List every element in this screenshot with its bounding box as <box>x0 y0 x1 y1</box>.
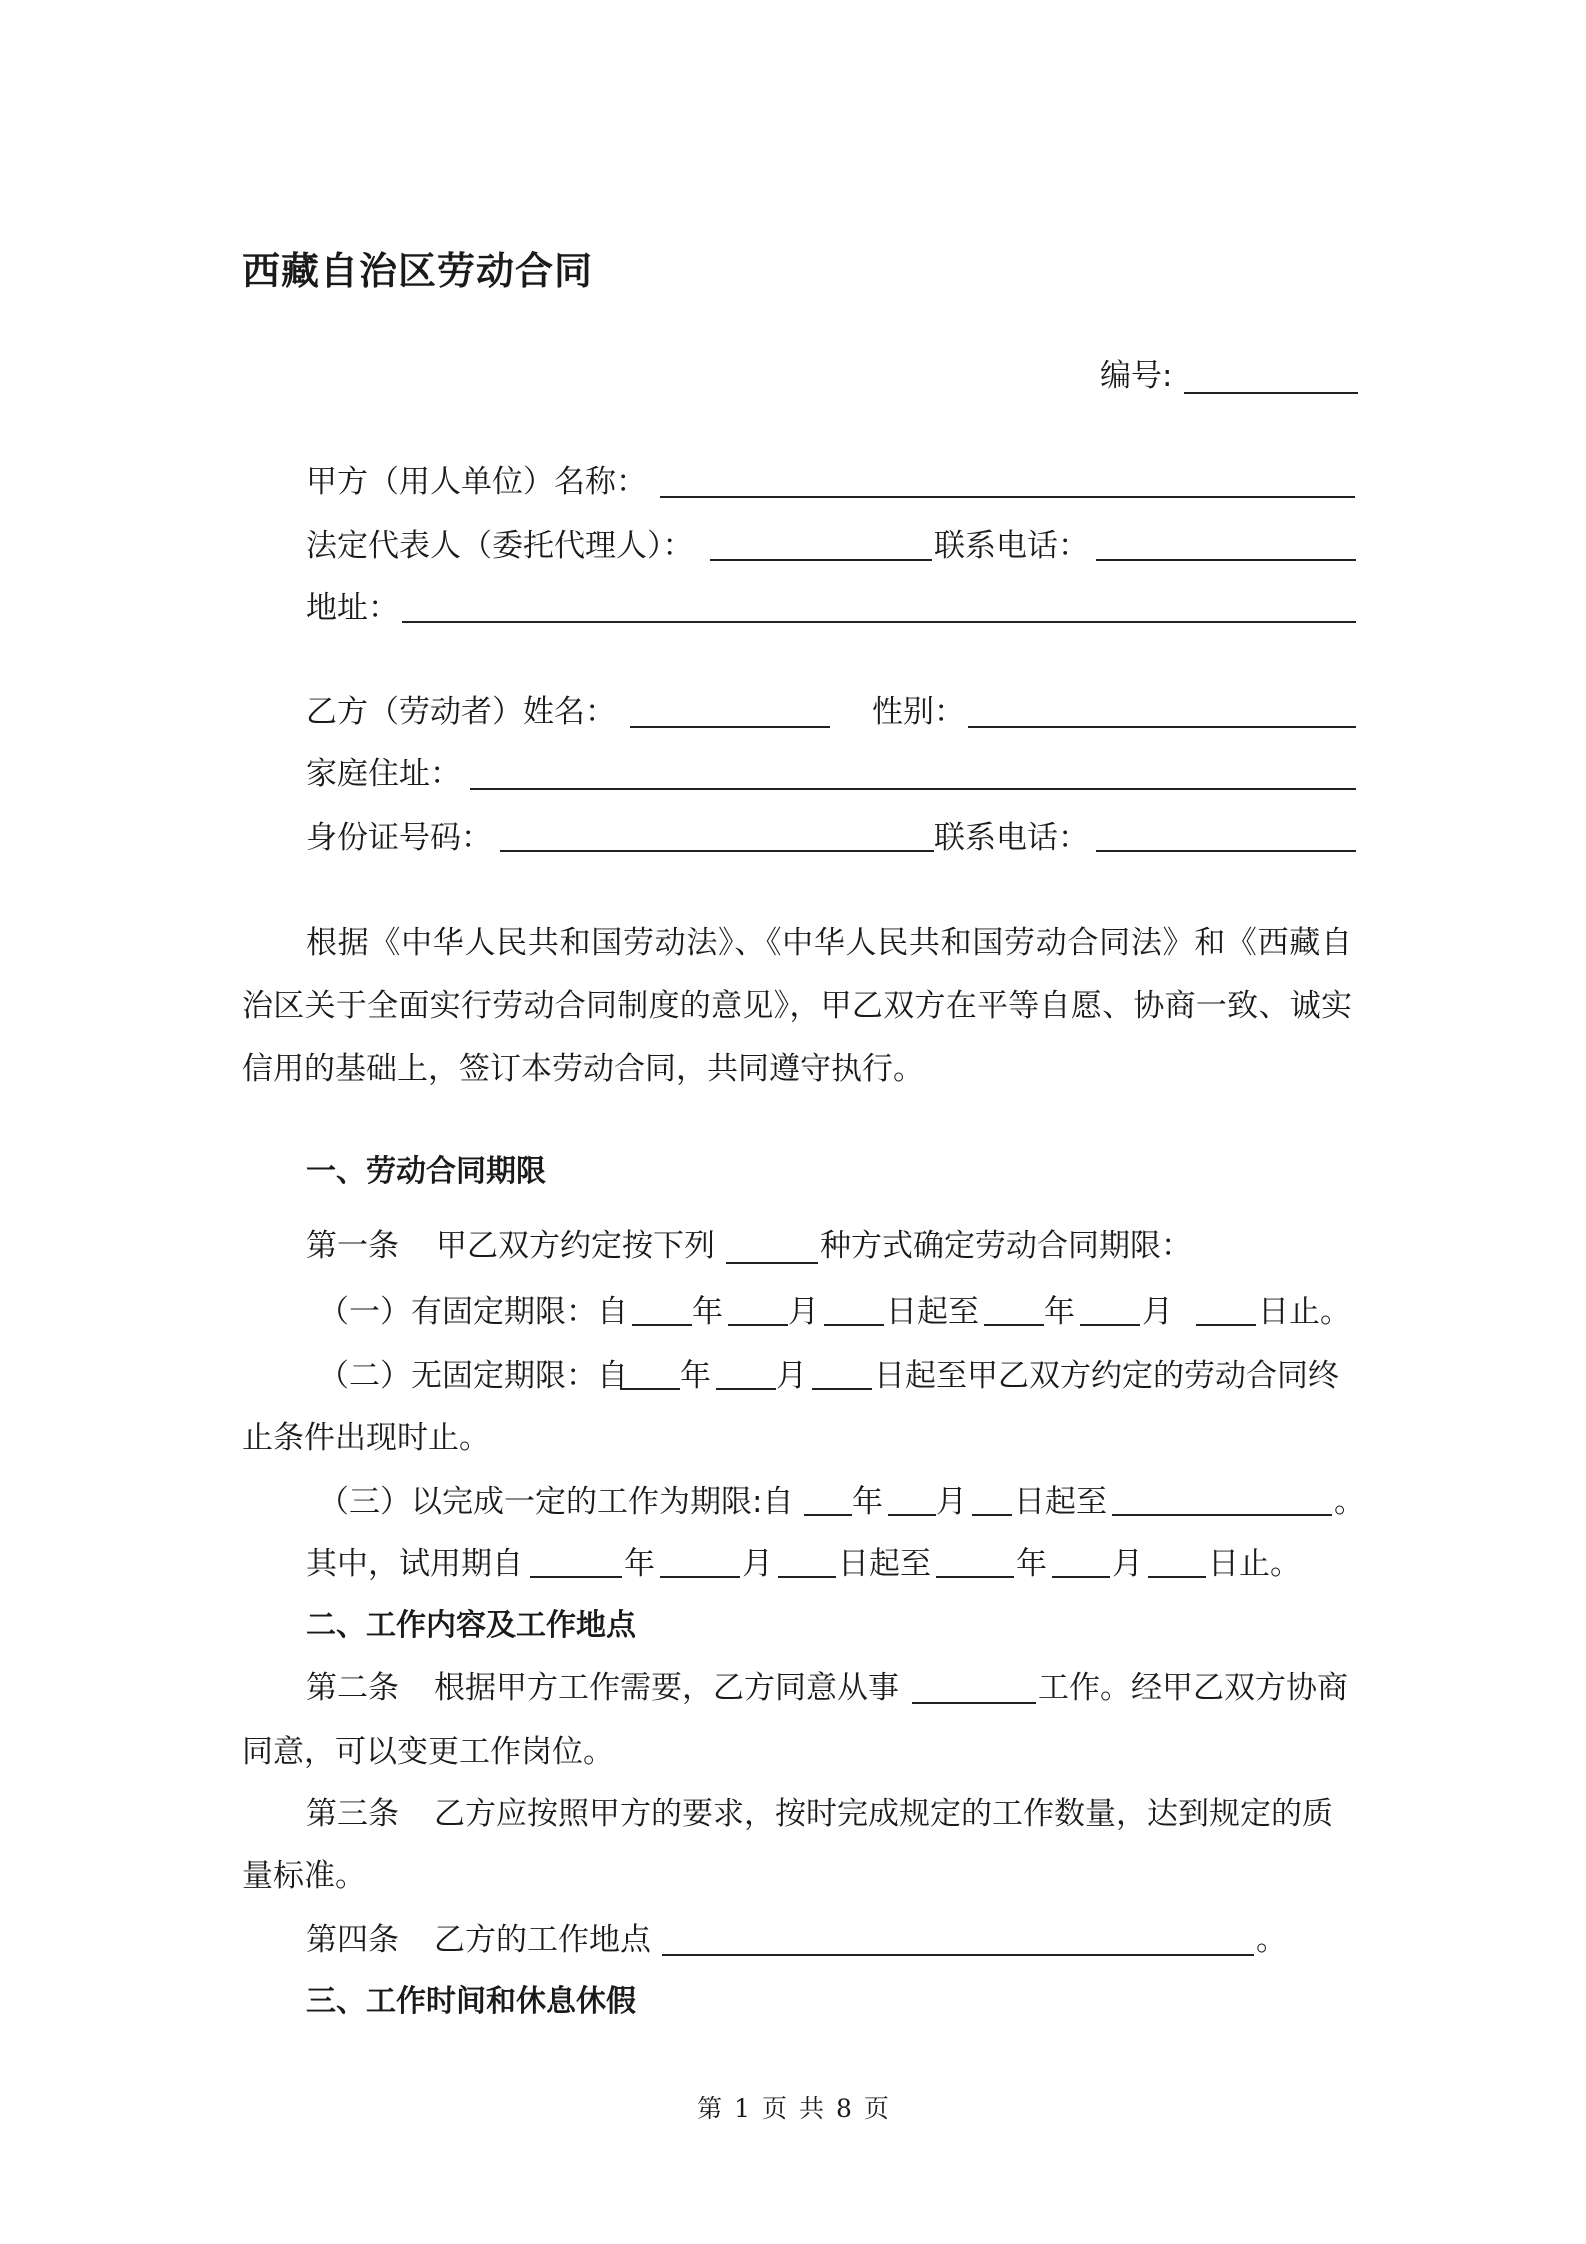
probation-month: 月 <box>742 1546 773 1582</box>
party-b-gender-blank[interactable] <box>968 726 1356 728</box>
section-3-heading: 三、工作时间和休息休假 <box>306 1984 636 2019</box>
probation-end-year-blank[interactable] <box>936 1576 1014 1578</box>
number-blank[interactable] <box>1184 392 1358 394</box>
article-4-period: 。 <box>1256 1922 1287 1958</box>
number-label: 编号: <box>1100 358 1173 394</box>
option-3-month-blank[interactable] <box>888 1514 936 1516</box>
section-1-heading: 一、劳动合同期限 <box>306 1154 546 1189</box>
party-b-name-label: 乙方（劳动者）姓名： <box>306 694 616 730</box>
article-3-number: 第三条 <box>306 1796 399 1832</box>
option-2-tail: 日起至甲乙双方约定的劳动合同终 <box>874 1358 1339 1394</box>
article-3-text: 乙方应按照甲方的要求，按时完成规定的工作数量，达到规定的质 <box>434 1796 1333 1832</box>
option-1-end-day-blank[interactable] <box>1196 1324 1256 1326</box>
party-b-home-blank[interactable] <box>470 788 1356 790</box>
option-1-end-month-blank[interactable] <box>1080 1324 1140 1326</box>
article-3-continuation: 量标准。 <box>242 1858 366 1894</box>
option-1-end-year-blank[interactable] <box>984 1324 1044 1326</box>
option-3-year-blank[interactable] <box>804 1514 852 1516</box>
option-1-label: （一）有固定期限：自 <box>318 1294 628 1330</box>
article-2-blank[interactable] <box>912 1702 1036 1704</box>
party-a-name-blank[interactable] <box>660 496 1355 498</box>
party-a-phone-blank[interactable] <box>1096 559 1356 561</box>
article-2-continuation: 同意，可以变更工作岗位。 <box>242 1734 614 1770</box>
footer-page-number: 1 <box>734 2094 750 2123</box>
party-a-address-blank[interactable] <box>402 621 1356 623</box>
option-1-end-year: 年 <box>1044 1294 1075 1330</box>
article-4-text: 乙方的工作地点 <box>434 1922 651 1958</box>
option-1-end: 日止。 <box>1258 1294 1351 1330</box>
option-1-end-month: 月 <box>1142 1294 1173 1330</box>
article-2-number: 第二条 <box>306 1670 399 1706</box>
probation-from: 日起至 <box>838 1546 931 1582</box>
article-1-text-end: 种方式确定劳动合同期限： <box>820 1228 1192 1264</box>
party-b-phone-label: 联系电话： <box>934 820 1089 856</box>
option-3-label: （三）以完成一定的工作为期限:自 <box>318 1484 794 1520</box>
footer-page-word: 页 <box>761 2094 787 2123</box>
probation-label: 其中，试用期自 <box>306 1546 523 1582</box>
probation-day-blank[interactable] <box>778 1576 836 1578</box>
party-a-rep-label: 法定代表人（委托代理人）： <box>306 528 694 564</box>
probation-end-year: 年 <box>1016 1546 1047 1582</box>
option-3-end-blank[interactable] <box>1112 1514 1332 1516</box>
footer-prefix: 第 <box>697 2094 723 2123</box>
option-2-month: 月 <box>776 1358 807 1394</box>
party-b-name-blank[interactable] <box>630 726 830 728</box>
page-footer <box>0 2091 1586 2127</box>
option-3-month: 月 <box>936 1484 967 1520</box>
probation-year: 年 <box>624 1546 655 1582</box>
option-2-label: （二）无固定期限：自 <box>318 1358 628 1394</box>
option-3-day-blank[interactable] <box>972 1514 1012 1516</box>
article-1-text: 甲乙双方约定按下列 <box>436 1228 715 1264</box>
party-a-address-label: 地址： <box>306 590 399 626</box>
footer-total-word: 页 <box>863 2094 889 2123</box>
probation-year-blank[interactable] <box>530 1576 622 1578</box>
probation-month-blank[interactable] <box>660 1576 740 1578</box>
option-3-period: 。 <box>1334 1484 1365 1520</box>
document-title: 西藏自治区劳动合同 <box>242 249 594 293</box>
option-1-from: 日起至 <box>886 1294 979 1330</box>
probation-end-month-blank[interactable] <box>1052 1576 1110 1578</box>
article-4-blank[interactable] <box>662 1954 1254 1956</box>
probation-end: 日止。 <box>1208 1546 1301 1582</box>
probation-end-month: 月 <box>1112 1546 1143 1582</box>
party-b-id-label: 身份证号码： <box>306 820 492 856</box>
option-1-year: 年 <box>692 1294 723 1330</box>
option-3-from: 日起至 <box>1014 1484 1107 1520</box>
option-2-day-blank[interactable] <box>812 1388 872 1390</box>
party-b-gender-label: 性别： <box>872 694 965 730</box>
footer-total-pages: 8 <box>836 2094 852 2123</box>
preamble-paragraph: 根据《中华人民共和国劳动法》、《中华人民共和国劳动合同法》和《西藏自治区关于全面实行劳动合同制度的意见》，甲乙双方在平等自愿、协商一致、诚实信用的基础上，签订本劳动合同，共同遵守执行。 <box>242 925 1352 1087</box>
article-4-number: 第四条 <box>306 1922 399 1958</box>
article-1-number: 第一条 <box>306 1228 399 1264</box>
option-1-day-blank[interactable] <box>824 1324 884 1326</box>
option-1-month: 月 <box>788 1294 819 1330</box>
article-1-blank[interactable] <box>726 1262 818 1264</box>
option-2-month-blank[interactable] <box>716 1388 776 1390</box>
party-a-rep-blank[interactable] <box>710 559 932 561</box>
party-b-home-label: 家庭住址： <box>306 756 461 792</box>
probation-end-day-blank[interactable] <box>1148 1576 1206 1578</box>
party-b-phone-blank[interactable] <box>1096 850 1356 852</box>
option-1-month-blank[interactable] <box>728 1324 788 1326</box>
article-2-text-end: 工作。经甲乙双方协商 <box>1038 1670 1348 1706</box>
party-a-phone-label: 联系电话： <box>934 528 1089 564</box>
party-a-name-label: 甲方（用人单位）名称： <box>306 464 647 500</box>
option-2-year: 年 <box>680 1358 711 1394</box>
section-2-heading: 二、工作内容及工作地点 <box>306 1608 636 1643</box>
party-b-id-blank[interactable] <box>500 850 934 852</box>
footer-total-prefix: 共 <box>799 2094 825 2123</box>
option-2-continuation: 止条件出现时止。 <box>242 1420 490 1456</box>
option-2-year-blank[interactable] <box>620 1388 680 1390</box>
option-3-year: 年 <box>852 1484 883 1520</box>
article-2-text: 根据甲方工作需要，乙方同意从事 <box>434 1670 899 1706</box>
option-1-year-blank[interactable] <box>632 1324 692 1326</box>
